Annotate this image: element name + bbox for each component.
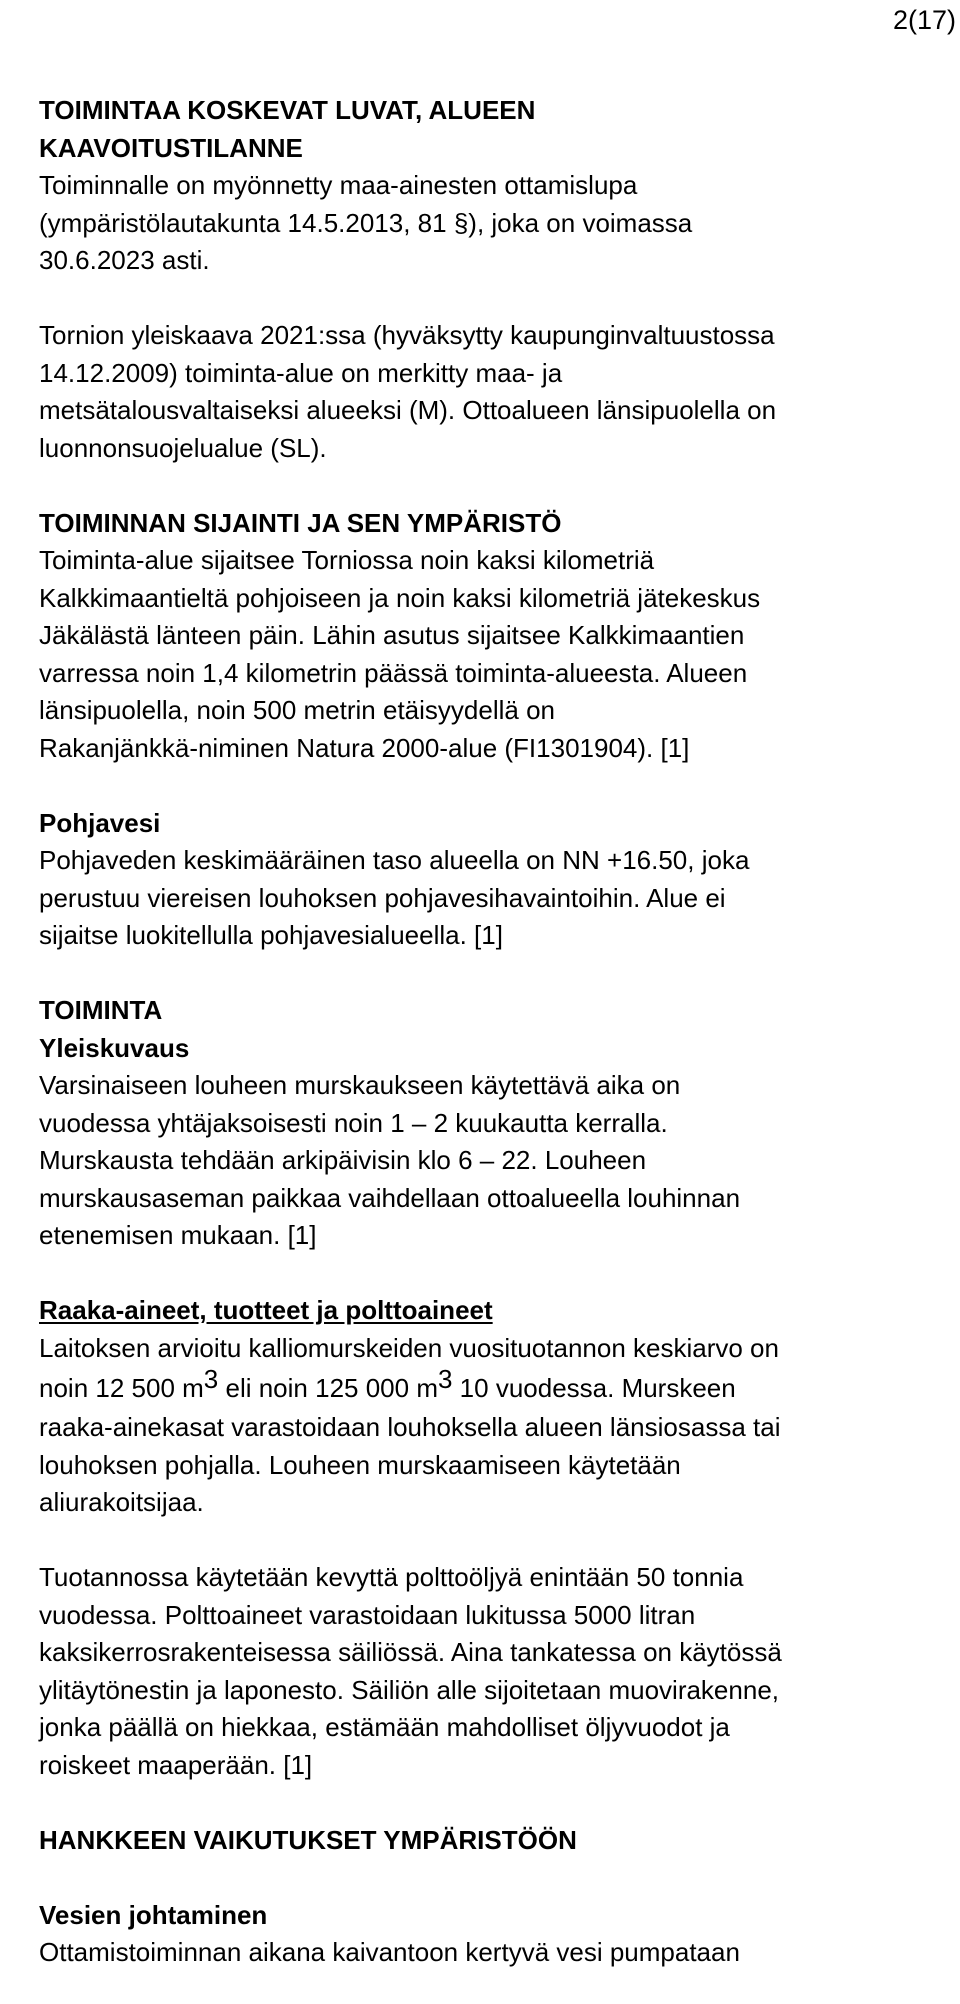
heading-toiminta: TOIMINTA [39,995,163,1025]
subheading-yleiskuvaus: Yleiskuvaus [39,1032,190,1063]
document-body [39,92,955,1972]
heading-vesien-johtaminen: Vesien johtaminen [39,1899,268,1930]
production-volume-line: noin 12 500 $m^3$ eli noin 125 000 $m^3$ 10 vuodessa. Murskeen [39,1364,736,1403]
paragraph-raaka-aineet-1: Laitoksen arvioitu kalliomurskeiden vuosituotannon keskiarvo on noin 12 500 $m^3$ eli noin 125 000 $m^3$ 10 vuodessa. Murskeen raaka-ainekasat varastoidaan louhoksella alueen länsiosassa tai louhoksen pohjalla. Louheen murskaamiseen käytetään aliurakoitsijaa. [39,1330,955,1522]
paragraph-pohjavesi: Pohjaveden keskimääräinen taso alueella on NN +16.50, joka perustuu viereisen louhoksen pohjavesihavaintoihin. Alue ei sijaitse luokitellulla pohjavesialueella. [1] [39,845,750,950]
heading-sijainti: TOIMINNAN SIJAINTI JA SEN YMPÄRISTÖ [39,507,562,538]
heading-raaka-aineet: Raaka-aineet, tuotteet ja polttoaineet [39,1295,493,1325]
paragraph-raaka-aineet-2: Tuotannossa käytetään kevyttä polttoöljyä enintään 50 tonnia vuodessa. Polttoaineet varastoidaan lukitussa 5000 litran kaksikerrosrakenteisessa säiliössä. Aina tankatessa on käytössä ylitäytönestin ja laponesto. Säiliön alle sijoitetaan muovirakenne, jonka päällä on hiekkaa, estämään mahdolliset öljyvuodot ja roiskeet maaperään. [1] [39,1562,782,1780]
paragraph-luvat-1: Toiminnalle on myönnetty maa-ainesten ottamislupa (ympäristölautakunta 14.5.2013, 81 §), joka on voimassa 30.6.2023 asti. [39,170,693,275]
paragraph-sijainti: Toiminta-alue sijaitsee Torniossa noin kaksi kilometriä Kalkkimaantieltä pohjoiseen ja noin kaksi kilometriä jätekeskus Jäkälästä länteen päin. Lähin asutus sijaitsee Kalkkimaantien varressa noin 1,4 kilometrin päässä toiminta-alueesta. Alueen länsipuolella, noin 500 metrin etäisyydellä on Rakanjänkkä-niminen Natura 2000-alue (FI1301904). [1] [39,545,761,763]
heading-pohjavesi: Pohjavesi [39,807,161,838]
paragraph-luvat-2: Tornion yleiskaava 2021:ssa (hyväksytty kaupunginvaltuustossa 14.12.2009) toiminta-alue on merkitty maa- ja metsätalousvaltaiseksi alueeksi (M). Ottoalueen länsipuolella on luonnonsuojelualue (SL). [39,320,777,463]
paragraph-vesien-johtaminen: Ottamistoiminnan aikana kaivantoon kertyvä vesi pumpataan [39,1937,740,1967]
heading-vaikutukset: HANKKEEN VAIKUTUKSET YMPÄRISTÖÖN [39,1824,577,1855]
page-number: 2(17) [892,5,956,35]
heading-luvat: TOIMINTAA KOSKEVAT LUVAT, ALUEEN KAAVOITUSTILANNE [39,95,536,163]
paragraph-toiminta: Varsinaiseen louheen murskaukseen käytettävä aika on vuodessa yhtäjaksoisesti noin 1 – 2 kuukautta kerralla. Murskausta tehdään arkipäivisin klo 6 – 22. Louheen murskausaseman paikkaa vaihdellaan ottoalueella louhinnan etenemisen mukaan. [1] [39,1070,741,1250]
